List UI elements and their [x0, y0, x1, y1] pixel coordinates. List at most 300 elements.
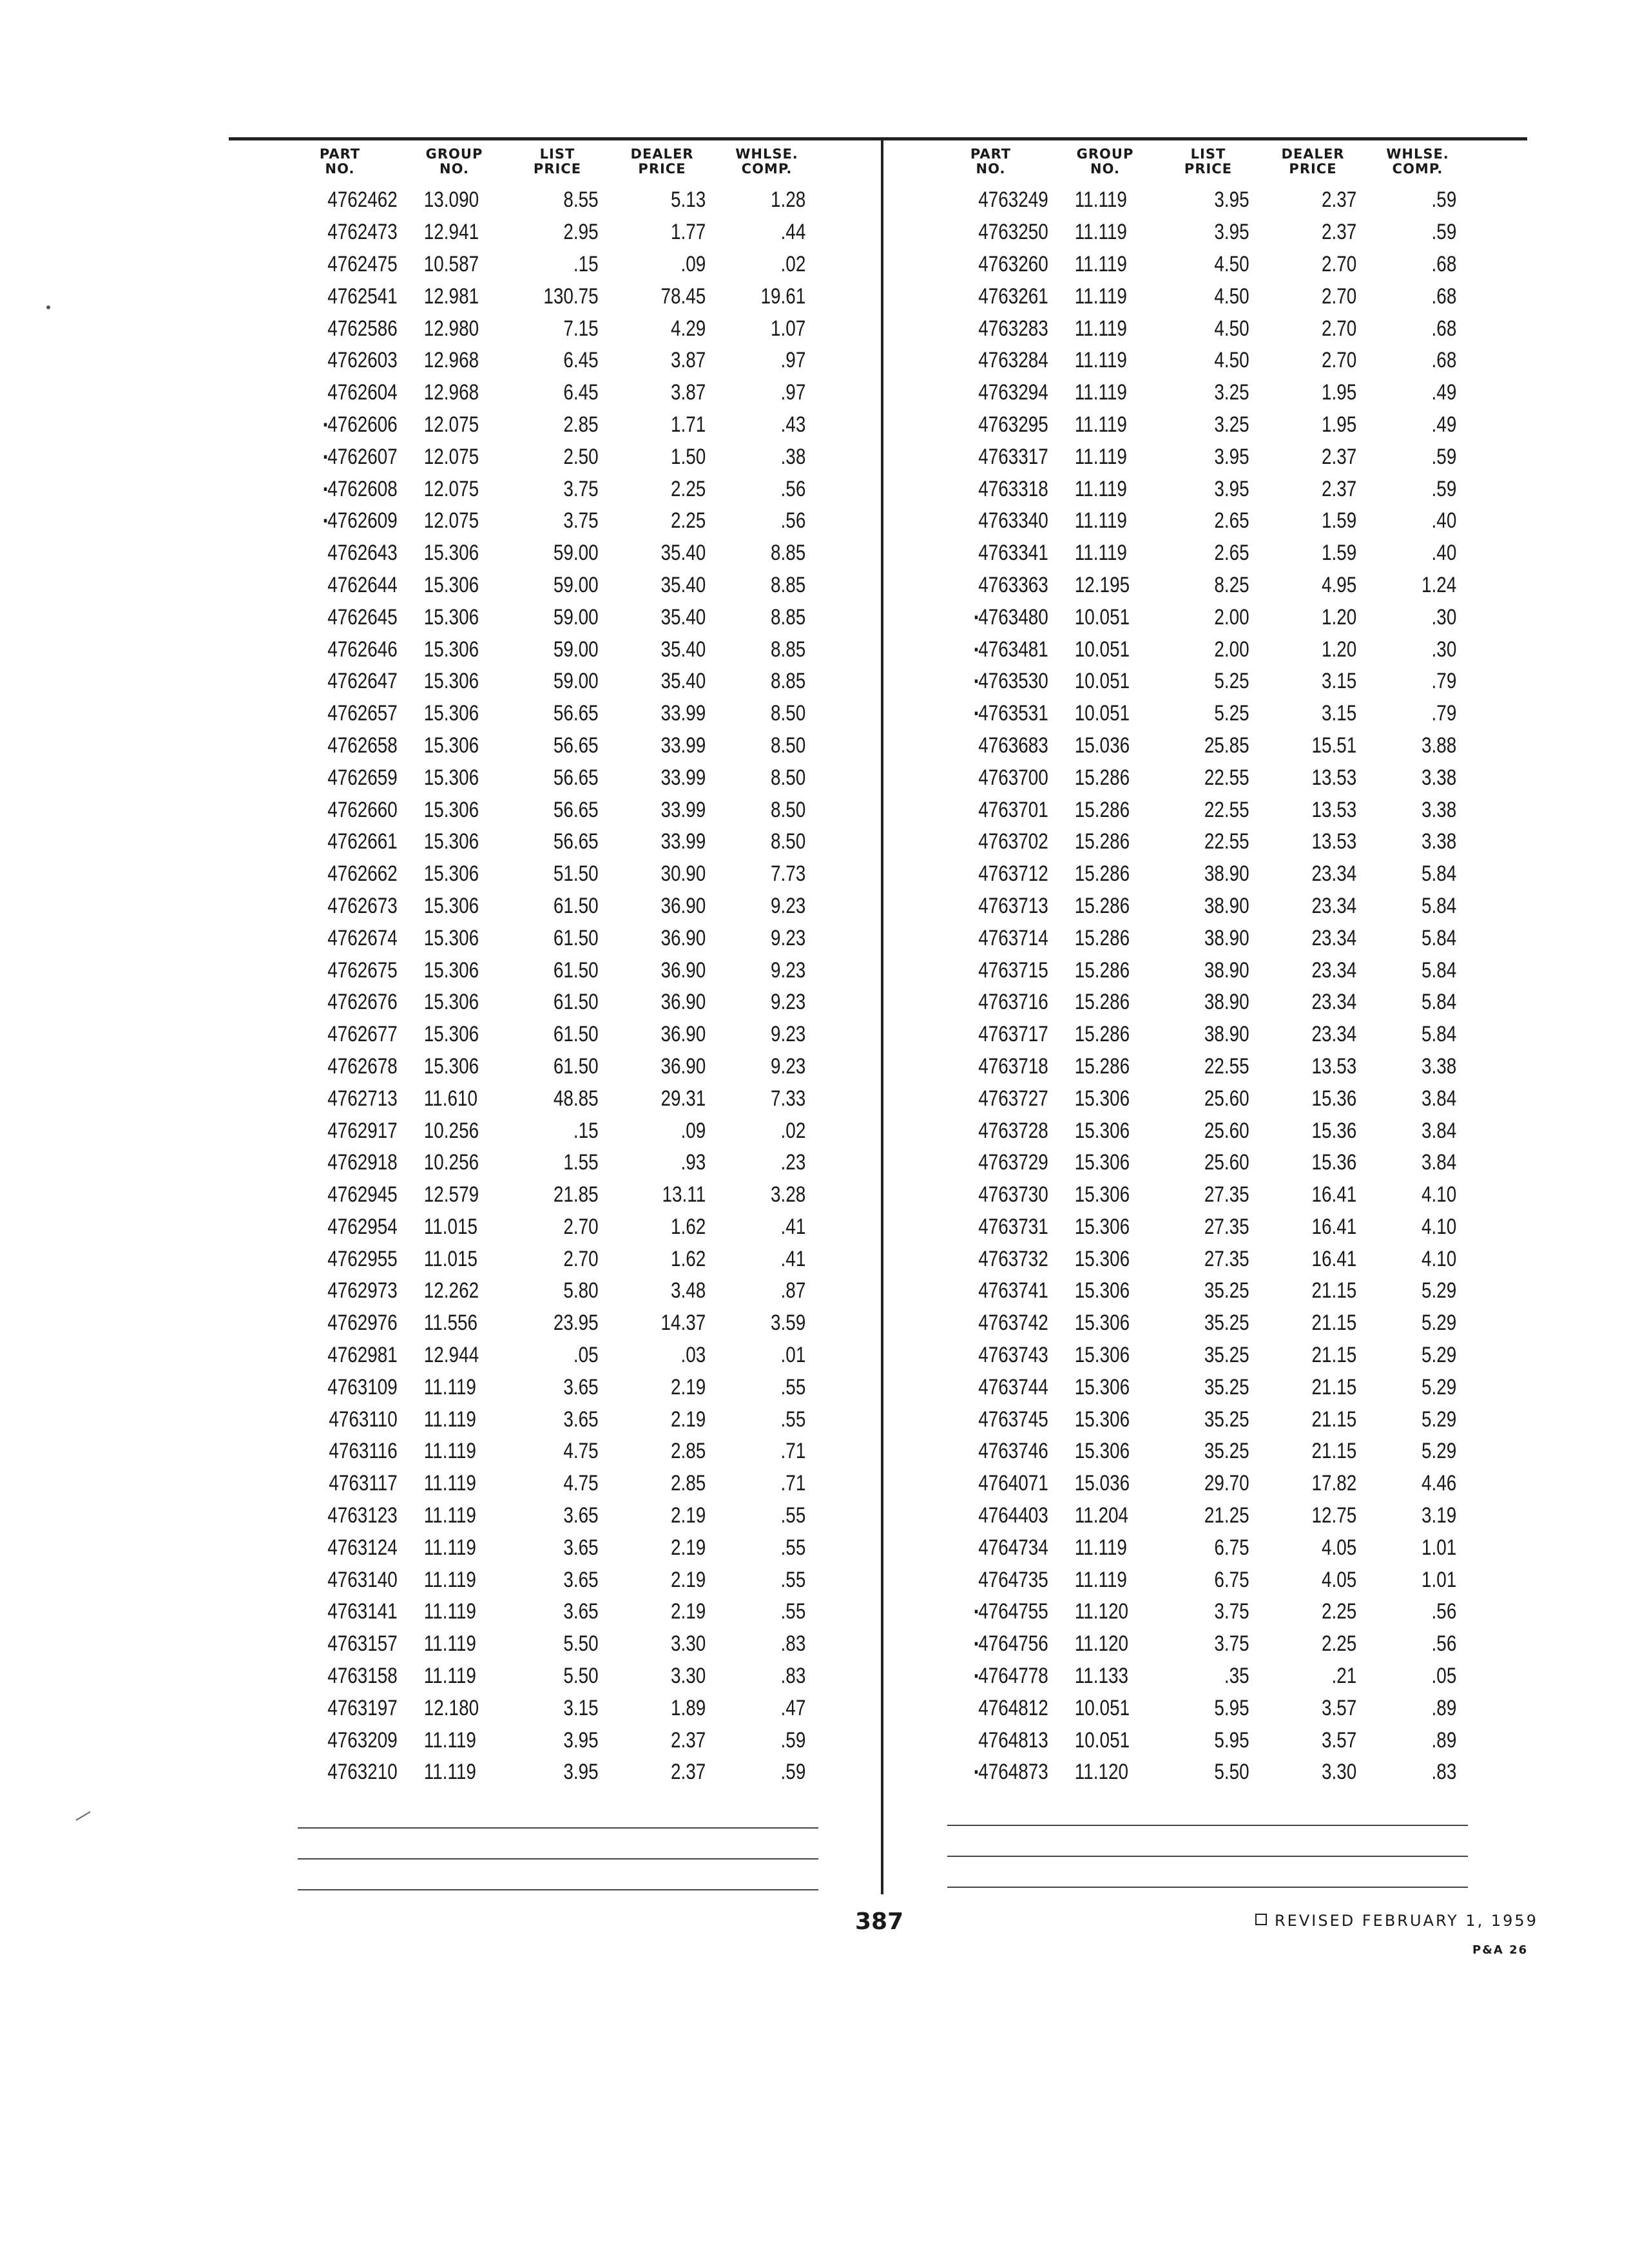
cell-dealer-value: 2.37 [670, 1727, 706, 1753]
cell-dealer-value: 23.34 [1311, 957, 1357, 983]
cell-dealer-value: 36.90 [660, 957, 706, 983]
cell-part-value: 4763197 [327, 1695, 398, 1720]
cell-whlse-value: .56 [1431, 1599, 1457, 1624]
cell-group-value: 12.180 [423, 1695, 479, 1720]
cell-dealer-value: 23.34 [1311, 1022, 1357, 1047]
cell-whlse-value: 5.29 [1422, 1374, 1457, 1399]
cell-whlse-value: .89 [1431, 1727, 1457, 1753]
cell-list-value: 25.85 [1204, 733, 1249, 758]
cell-part-value: 4764812 [978, 1695, 1048, 1720]
cell-whlse-value: 9.23 [771, 990, 806, 1015]
cell-list-value: 3.65 [563, 1374, 599, 1399]
cell-list-value: 25.60 [1204, 1118, 1249, 1143]
cell-list-value: 3.95 [1214, 476, 1249, 501]
cell-part-value: 4762973 [327, 1278, 398, 1303]
cell-group-value: 15.286 [1074, 925, 1130, 950]
cell-group-value: 11.119 [423, 1407, 476, 1432]
cell-part-value: 4764734 [978, 1535, 1048, 1560]
cell-group-value: 11.119 [1074, 444, 1127, 469]
cell-dealer-value: 3.57 [1321, 1695, 1357, 1720]
cell-dealer-value: 2.19 [670, 1407, 706, 1432]
cell-list-value: 2.00 [1214, 604, 1249, 629]
cell-list-value: 25.60 [1204, 1086, 1249, 1111]
cell-part-value: 4762657 [327, 701, 398, 726]
cell-dealer-value: 15.36 [1311, 1086, 1357, 1111]
header-group-line1: GROUP [425, 146, 483, 162]
new-item-marker-icon: ▪ [974, 705, 979, 722]
scan-speck [46, 305, 50, 309]
cell-whlse-value: 8.85 [771, 541, 806, 566]
cell-part-value: 4762609 [327, 508, 398, 533]
cell-whlse-value: 5.29 [1422, 1311, 1457, 1336]
cell-group-value: 15.286 [1074, 957, 1130, 983]
cell-group-value: 15.306 [1074, 1118, 1130, 1143]
cell-whlse-value: .79 [1431, 701, 1457, 726]
cell-list-value: 3.65 [563, 1567, 599, 1592]
cell-part-value: 4762713 [327, 1086, 398, 1111]
cell-part-value: 4762606 [327, 412, 398, 437]
cell-whlse-value: .30 [1431, 604, 1457, 629]
cell-dealer-value: 2.19 [670, 1567, 706, 1592]
cell-whlse-value: 4.10 [1422, 1182, 1457, 1207]
cell-list-value: 3.95 [1214, 444, 1249, 469]
cell-list-value: 3.75 [1214, 1599, 1249, 1624]
cell-part-value: 4763531 [978, 701, 1048, 726]
cell-part-value: 4763317 [978, 444, 1048, 469]
cell-group-value: 11.119 [1074, 476, 1127, 501]
cell-group-value: 15.306 [1074, 1150, 1130, 1175]
cell-list-value: 1.55 [563, 1150, 599, 1175]
cell-dealer-value: 23.34 [1311, 893, 1357, 918]
cell-whlse-value: 1.07 [771, 316, 806, 341]
cell-part-value: 4762608 [327, 476, 398, 501]
cell-dealer-value: 29.31 [660, 1086, 706, 1111]
cell-list-value: 38.90 [1204, 893, 1249, 918]
cell-part-value: 4763117 [329, 1471, 398, 1496]
cell-part-value: 4763702 [978, 829, 1048, 854]
cell-list-value: 61.50 [553, 990, 599, 1015]
cell-group-value: 15.306 [423, 861, 479, 887]
header-list-line1: LIST [1190, 146, 1226, 162]
cell-dealer-value: 5.13 [670, 187, 706, 213]
cell-list-value: 22.55 [1204, 765, 1249, 790]
cell-part-value: 4763728 [978, 1118, 1048, 1143]
cell-group-value: 11.119 [1074, 284, 1127, 309]
cell-list-value: .15 [573, 1118, 599, 1143]
cell-dealer-value: 21.15 [1311, 1407, 1357, 1432]
cell-whlse-value: .55 [780, 1567, 806, 1592]
cell-group-value: 10.051 [1074, 1695, 1130, 1720]
header-dealer-line2: PRICE [1289, 161, 1337, 177]
cell-list-value: 5.50 [563, 1664, 599, 1689]
cell-dealer-value: 1.20 [1321, 604, 1357, 629]
cell-group-value: 11.015 [423, 1214, 478, 1239]
cell-part-value: 4763718 [978, 1053, 1048, 1079]
cell-list-value: 59.00 [553, 669, 599, 694]
cell-part-value: 4764403 [978, 1503, 1048, 1528]
cell-whlse-value: 5.84 [1422, 893, 1457, 918]
cell-group-value: 15.306 [423, 669, 479, 694]
cell-dealer-value: 33.99 [660, 733, 706, 758]
cell-part-value: 4763731 [978, 1214, 1048, 1239]
cell-list-value: 22.55 [1204, 797, 1249, 822]
cell-group-value: 12.968 [423, 348, 479, 373]
cell-whlse-value: 8.85 [771, 669, 806, 694]
cell-group-value: 15.306 [1074, 1343, 1130, 1368]
cell-part-value: 4762659 [327, 765, 398, 790]
cell-whlse-value: 3.38 [1422, 1053, 1457, 1079]
cell-part-value: 4763701 [978, 797, 1048, 822]
cell-whlse-value: 9.23 [771, 957, 806, 983]
cell-list-value: 35.25 [1204, 1407, 1249, 1432]
cell-whlse-value: 8.50 [771, 797, 806, 822]
cell-list-value: 35.25 [1204, 1311, 1249, 1336]
cell-group-value: 15.306 [423, 604, 479, 629]
cell-whlse-value: 8.50 [771, 733, 806, 758]
cell-whlse-value: .89 [1431, 1695, 1457, 1720]
cell-part-value: 4763283 [978, 316, 1048, 341]
cell-group-value: 11.119 [423, 1760, 476, 1785]
cell-whlse-value: .02 [780, 1118, 806, 1143]
cell-dealer-value: 3.15 [1321, 701, 1357, 726]
cell-whlse-value: .56 [780, 508, 806, 533]
cell-whlse-value: .59 [1431, 187, 1457, 213]
cell-part-value: 4763261 [978, 284, 1048, 309]
cell-whlse-value: 5.84 [1422, 990, 1457, 1015]
cell-group-value: 13.090 [423, 187, 479, 213]
cell-list-value: 22.55 [1204, 1053, 1249, 1079]
cell-dealer-value: 1.71 [670, 412, 706, 437]
cell-list-value: .35 [1224, 1664, 1249, 1689]
cell-group-value: 10.587 [423, 251, 479, 276]
cell-group-value: 11.119 [1074, 251, 1127, 276]
cell-group-value: 15.036 [1074, 733, 1130, 758]
cell-group-value: 11.119 [1074, 187, 1127, 213]
cell-dealer-value: .03 [680, 1343, 706, 1368]
cell-group-value: 11.119 [423, 1664, 476, 1689]
cell-whlse-value: .41 [780, 1246, 806, 1271]
cell-part-value: 4762918 [327, 1150, 398, 1175]
cell-whlse-value: 3.38 [1422, 765, 1457, 790]
cell-dealer-value: 1.62 [670, 1214, 706, 1239]
cell-list-value: 3.15 [563, 1695, 599, 1720]
cell-whlse-value: 9.23 [771, 893, 806, 918]
cell-part-value: 4764813 [978, 1727, 1048, 1753]
cell-part-value: 4762981 [327, 1343, 398, 1368]
cell-list-value: 5.25 [1214, 669, 1249, 694]
new-item-marker-icon: ▪ [974, 640, 979, 657]
cell-part-value: 4763717 [978, 1022, 1048, 1047]
cell-group-value: 15.306 [423, 925, 479, 950]
cell-group-value: 10.256 [423, 1150, 479, 1175]
cell-list-value: 23.95 [553, 1311, 599, 1336]
cell-dealer-value: 15.36 [1311, 1150, 1357, 1175]
cell-dealer-value: 13.11 [662, 1182, 706, 1207]
cell-list-value: 3.65 [563, 1503, 599, 1528]
cell-group-value: 11.119 [423, 1599, 476, 1624]
cell-group-value: 15.286 [1074, 1053, 1130, 1079]
cell-group-value: 11.120 [1074, 1599, 1129, 1624]
cell-part-value: 4762675 [327, 957, 398, 983]
cell-whlse-value: 1.24 [1422, 572, 1457, 597]
cell-list-value: 6.45 [563, 348, 599, 373]
cell-list-value: 5.95 [1214, 1695, 1249, 1720]
cell-part-value: 4763318 [978, 476, 1048, 501]
cell-whlse-value: .43 [780, 412, 806, 437]
section-code: P&A 26 [1472, 1943, 1528, 1957]
cell-list-value: 2.65 [1214, 541, 1249, 566]
cell-whlse-value: 3.84 [1422, 1086, 1457, 1111]
cell-whlse-value: .40 [1431, 508, 1457, 533]
cell-dealer-value: 35.40 [660, 541, 706, 566]
cell-dealer-value: 13.53 [1311, 797, 1357, 822]
cell-part-value: 4762677 [327, 1022, 398, 1047]
cell-list-value: 61.50 [553, 893, 599, 918]
cell-dealer-value: 4.95 [1321, 572, 1357, 597]
header-dealer-line2: PRICE [638, 161, 686, 177]
cell-list-value: 5.80 [563, 1278, 599, 1303]
cell-group-value: 11.610 [423, 1086, 478, 1111]
cell-whlse-value: 8.85 [771, 604, 806, 629]
cell-group-value: 12.075 [423, 444, 479, 469]
header-group-line2: NO. [1090, 161, 1120, 177]
cell-dealer-value: 2.19 [670, 1599, 706, 1624]
cell-part-value: 4762647 [327, 669, 398, 694]
cell-dealer-value: 16.41 [1311, 1246, 1357, 1271]
cell-group-value: 15.306 [423, 733, 479, 758]
cell-dealer-value: 1.59 [1321, 541, 1357, 566]
header-dealer-line1: DEALER [1281, 146, 1345, 162]
cell-group-value: 10.256 [423, 1118, 479, 1143]
header-list-line1: LIST [539, 146, 575, 162]
cell-group-value: 12.944 [423, 1343, 479, 1368]
cell-group-value: 15.306 [423, 829, 479, 854]
cell-list-value: 56.65 [553, 701, 599, 726]
cell-dealer-value: 2.25 [670, 476, 706, 501]
cell-group-value: 15.306 [1074, 1407, 1130, 1432]
cell-group-value: 15.286 [1074, 765, 1130, 790]
cell-whlse-value: 8.50 [771, 765, 806, 790]
cell-group-value: 12.075 [423, 476, 479, 501]
new-item-marker-icon: ▪ [974, 1635, 979, 1652]
cell-part-value: 4763745 [978, 1407, 1048, 1432]
cell-dealer-value: .09 [680, 1118, 706, 1143]
cell-group-value: 11.133 [1074, 1664, 1129, 1689]
cell-part-value: 4763481 [978, 637, 1048, 662]
cell-list-value: 27.35 [1204, 1214, 1249, 1239]
cell-part-value: 4763741 [978, 1278, 1048, 1303]
cell-part-value: 4762604 [327, 380, 398, 405]
cell-dealer-value: 16.41 [1311, 1214, 1357, 1239]
cell-dealer-value: 1.62 [670, 1246, 706, 1271]
cell-group-value: 11.119 [1074, 412, 1127, 437]
cell-whlse-value: 8.50 [771, 701, 806, 726]
new-item-marker-icon: ▪ [323, 416, 328, 432]
cell-part-value: 4764778 [978, 1664, 1048, 1689]
cell-dealer-value: .93 [680, 1150, 706, 1175]
cell-list-value: 51.50 [553, 861, 599, 887]
cell-part-value: 4763157 [327, 1631, 398, 1657]
cell-whlse-value: .49 [1431, 412, 1457, 437]
cell-list-value: 38.90 [1204, 957, 1249, 983]
cell-group-value: 15.306 [1074, 1439, 1130, 1464]
cell-list-value: 3.95 [563, 1727, 599, 1753]
cell-whlse-value: .59 [1431, 444, 1457, 469]
cell-part-value: 4763250 [978, 220, 1048, 245]
cell-dealer-value: 1.59 [1321, 508, 1357, 533]
cell-part-value: 4763700 [978, 765, 1048, 790]
cell-dealer-value: 3.48 [670, 1278, 706, 1303]
cell-dealer-value: 35.40 [660, 669, 706, 694]
header-part-line2: NO. [976, 161, 1006, 177]
cell-list-value: 2.00 [1214, 637, 1249, 662]
cell-list-value: 2.85 [563, 412, 599, 437]
cell-part-value: 4763124 [327, 1535, 398, 1560]
cell-part-value: 4762586 [327, 316, 398, 341]
cell-group-value: 11.015 [423, 1246, 478, 1271]
cell-part-value: 4762646 [327, 637, 398, 662]
cell-dealer-value: 3.15 [1321, 669, 1357, 694]
cell-whlse-value: .71 [780, 1439, 806, 1464]
cell-whlse-value: 3.19 [1422, 1503, 1457, 1528]
cell-list-value: 6.75 [1214, 1535, 1249, 1560]
cell-part-value: 4763744 [978, 1374, 1048, 1399]
cell-whlse-value: .68 [1431, 284, 1457, 309]
cell-part-value: 4763295 [978, 412, 1048, 437]
cell-whlse-value: 3.59 [771, 1311, 806, 1336]
cell-whlse-value: .47 [780, 1695, 806, 1720]
cell-group-value: 11.119 [423, 1631, 476, 1657]
cell-part-value: 4763746 [978, 1439, 1048, 1464]
cell-list-value: 2.70 [563, 1246, 599, 1271]
cell-list-value: 5.50 [1214, 1760, 1249, 1785]
cell-list-value: 27.35 [1204, 1182, 1249, 1207]
cell-group-value: 12.075 [423, 508, 479, 533]
cell-list-value: 6.45 [563, 380, 599, 405]
cell-dealer-value: 35.40 [660, 572, 706, 597]
revised-date-text: REVISED FEBRUARY 1, 1959 [1275, 1912, 1538, 1930]
cell-list-value: 5.25 [1214, 701, 1249, 726]
new-item-marker-icon: ▪ [974, 1763, 979, 1780]
cell-list-value: 2.95 [563, 220, 599, 245]
cell-group-value: 15.306 [423, 893, 479, 918]
cell-part-value: 4762945 [327, 1182, 398, 1207]
cell-group-value: 15.306 [423, 541, 479, 566]
cell-list-value: 38.90 [1204, 1022, 1249, 1047]
cell-dealer-value: 30.90 [660, 861, 706, 887]
cell-whlse-value: 1.01 [1422, 1535, 1457, 1560]
cell-list-value: 2.65 [1214, 508, 1249, 533]
header-group-line2: NO. [439, 161, 469, 177]
cell-dealer-value: 3.87 [670, 380, 706, 405]
cell-group-value: 11.119 [1074, 316, 1127, 341]
cell-dealer-value: 14.37 [660, 1311, 706, 1336]
cell-list-value: 2.70 [563, 1214, 599, 1239]
cell-group-value: 15.306 [1074, 1311, 1130, 1336]
header-list-line2: PRICE [533, 161, 582, 177]
cell-part-value: 4763729 [978, 1150, 1048, 1175]
cell-dealer-value: 17.82 [1311, 1471, 1357, 1496]
cell-list-value: 35.25 [1204, 1343, 1249, 1368]
cell-dealer-value: 23.34 [1311, 925, 1357, 950]
cell-dealer-value: 33.99 [660, 797, 706, 822]
cell-whlse-value: .83 [780, 1631, 806, 1657]
cell-list-value: 25.60 [1204, 1150, 1249, 1175]
cell-dealer-value: 15.51 [1311, 733, 1357, 758]
cell-part-value: 4763715 [978, 957, 1048, 983]
cell-part-value: 4764756 [978, 1631, 1048, 1657]
cell-dealer-value: .09 [680, 251, 706, 276]
cell-dealer-value: 1.20 [1321, 637, 1357, 662]
cell-part-value: 4763727 [978, 1086, 1048, 1111]
cell-list-value: 21.85 [553, 1182, 599, 1207]
cell-whlse-value: .87 [780, 1278, 806, 1303]
cell-part-value: 4763683 [978, 733, 1048, 758]
cell-group-value: 12.262 [423, 1278, 479, 1303]
cell-whlse-value: 3.84 [1422, 1150, 1457, 1175]
cell-group-value: 11.119 [1074, 220, 1127, 245]
cell-part-value: 4763480 [978, 604, 1048, 629]
cell-dealer-value: 35.40 [660, 637, 706, 662]
cell-dealer-value: 21.15 [1311, 1374, 1357, 1399]
cell-list-value: 35.25 [1204, 1278, 1249, 1303]
cell-dealer-value: 4.05 [1321, 1567, 1357, 1592]
cell-group-value: 12.195 [1074, 572, 1130, 597]
cell-whlse-value: 9.23 [771, 925, 806, 950]
cell-part-value: 4763363 [978, 572, 1048, 597]
cell-dealer-value: 13.53 [1311, 829, 1357, 854]
cell-part-value: 4763210 [327, 1760, 398, 1785]
cell-dealer-value: 3.30 [670, 1631, 706, 1657]
cell-whlse-value: 8.85 [771, 637, 806, 662]
cell-dealer-value: 2.37 [1321, 444, 1357, 469]
cell-part-value: 4762643 [327, 541, 398, 566]
cell-part-value: 4762462 [327, 187, 398, 213]
cell-group-value: 15.286 [1074, 829, 1130, 854]
cell-dealer-value: 16.41 [1311, 1182, 1357, 1207]
cell-dealer-value: 23.34 [1311, 990, 1357, 1015]
new-item-marker-icon: ▪ [323, 512, 328, 529]
cell-group-value: 15.306 [423, 797, 479, 822]
cell-dealer-value: 78.45 [660, 284, 706, 309]
cell-dealer-value: 3.87 [670, 348, 706, 373]
cell-group-value: 15.306 [1074, 1246, 1130, 1271]
cell-list-value: 3.95 [1214, 220, 1249, 245]
cell-part-value: 4762917 [327, 1118, 398, 1143]
cell-dealer-value: 23.34 [1311, 861, 1357, 887]
cell-whlse-value: 3.38 [1422, 797, 1457, 822]
cell-group-value: 10.051 [1074, 701, 1130, 726]
cell-dealer-value: 2.25 [1321, 1599, 1357, 1624]
cell-whlse-value: 9.23 [771, 1022, 806, 1047]
cell-list-value: 3.65 [563, 1407, 599, 1432]
new-item-marker-icon: ▪ [323, 448, 328, 465]
cell-whlse-value: 8.85 [771, 572, 806, 597]
cell-list-value: 38.90 [1204, 925, 1249, 950]
new-item-marker-icon: ▪ [974, 608, 979, 625]
cell-group-value: 12.075 [423, 412, 479, 437]
cell-whlse-value: 5.29 [1422, 1343, 1457, 1368]
cell-whlse-value: .68 [1431, 316, 1457, 341]
cell-group-value: 15.036 [1074, 1471, 1130, 1496]
new-item-marker-icon: ▪ [974, 1667, 979, 1684]
cell-part-value: 4762658 [327, 733, 398, 758]
cell-whlse-value: 19.61 [760, 284, 806, 309]
cell-whlse-value: .83 [1431, 1760, 1457, 1785]
cell-whlse-value: 1.28 [771, 187, 806, 213]
cell-whlse-value: .41 [780, 1214, 806, 1239]
cell-whlse-value: .30 [1431, 637, 1457, 662]
